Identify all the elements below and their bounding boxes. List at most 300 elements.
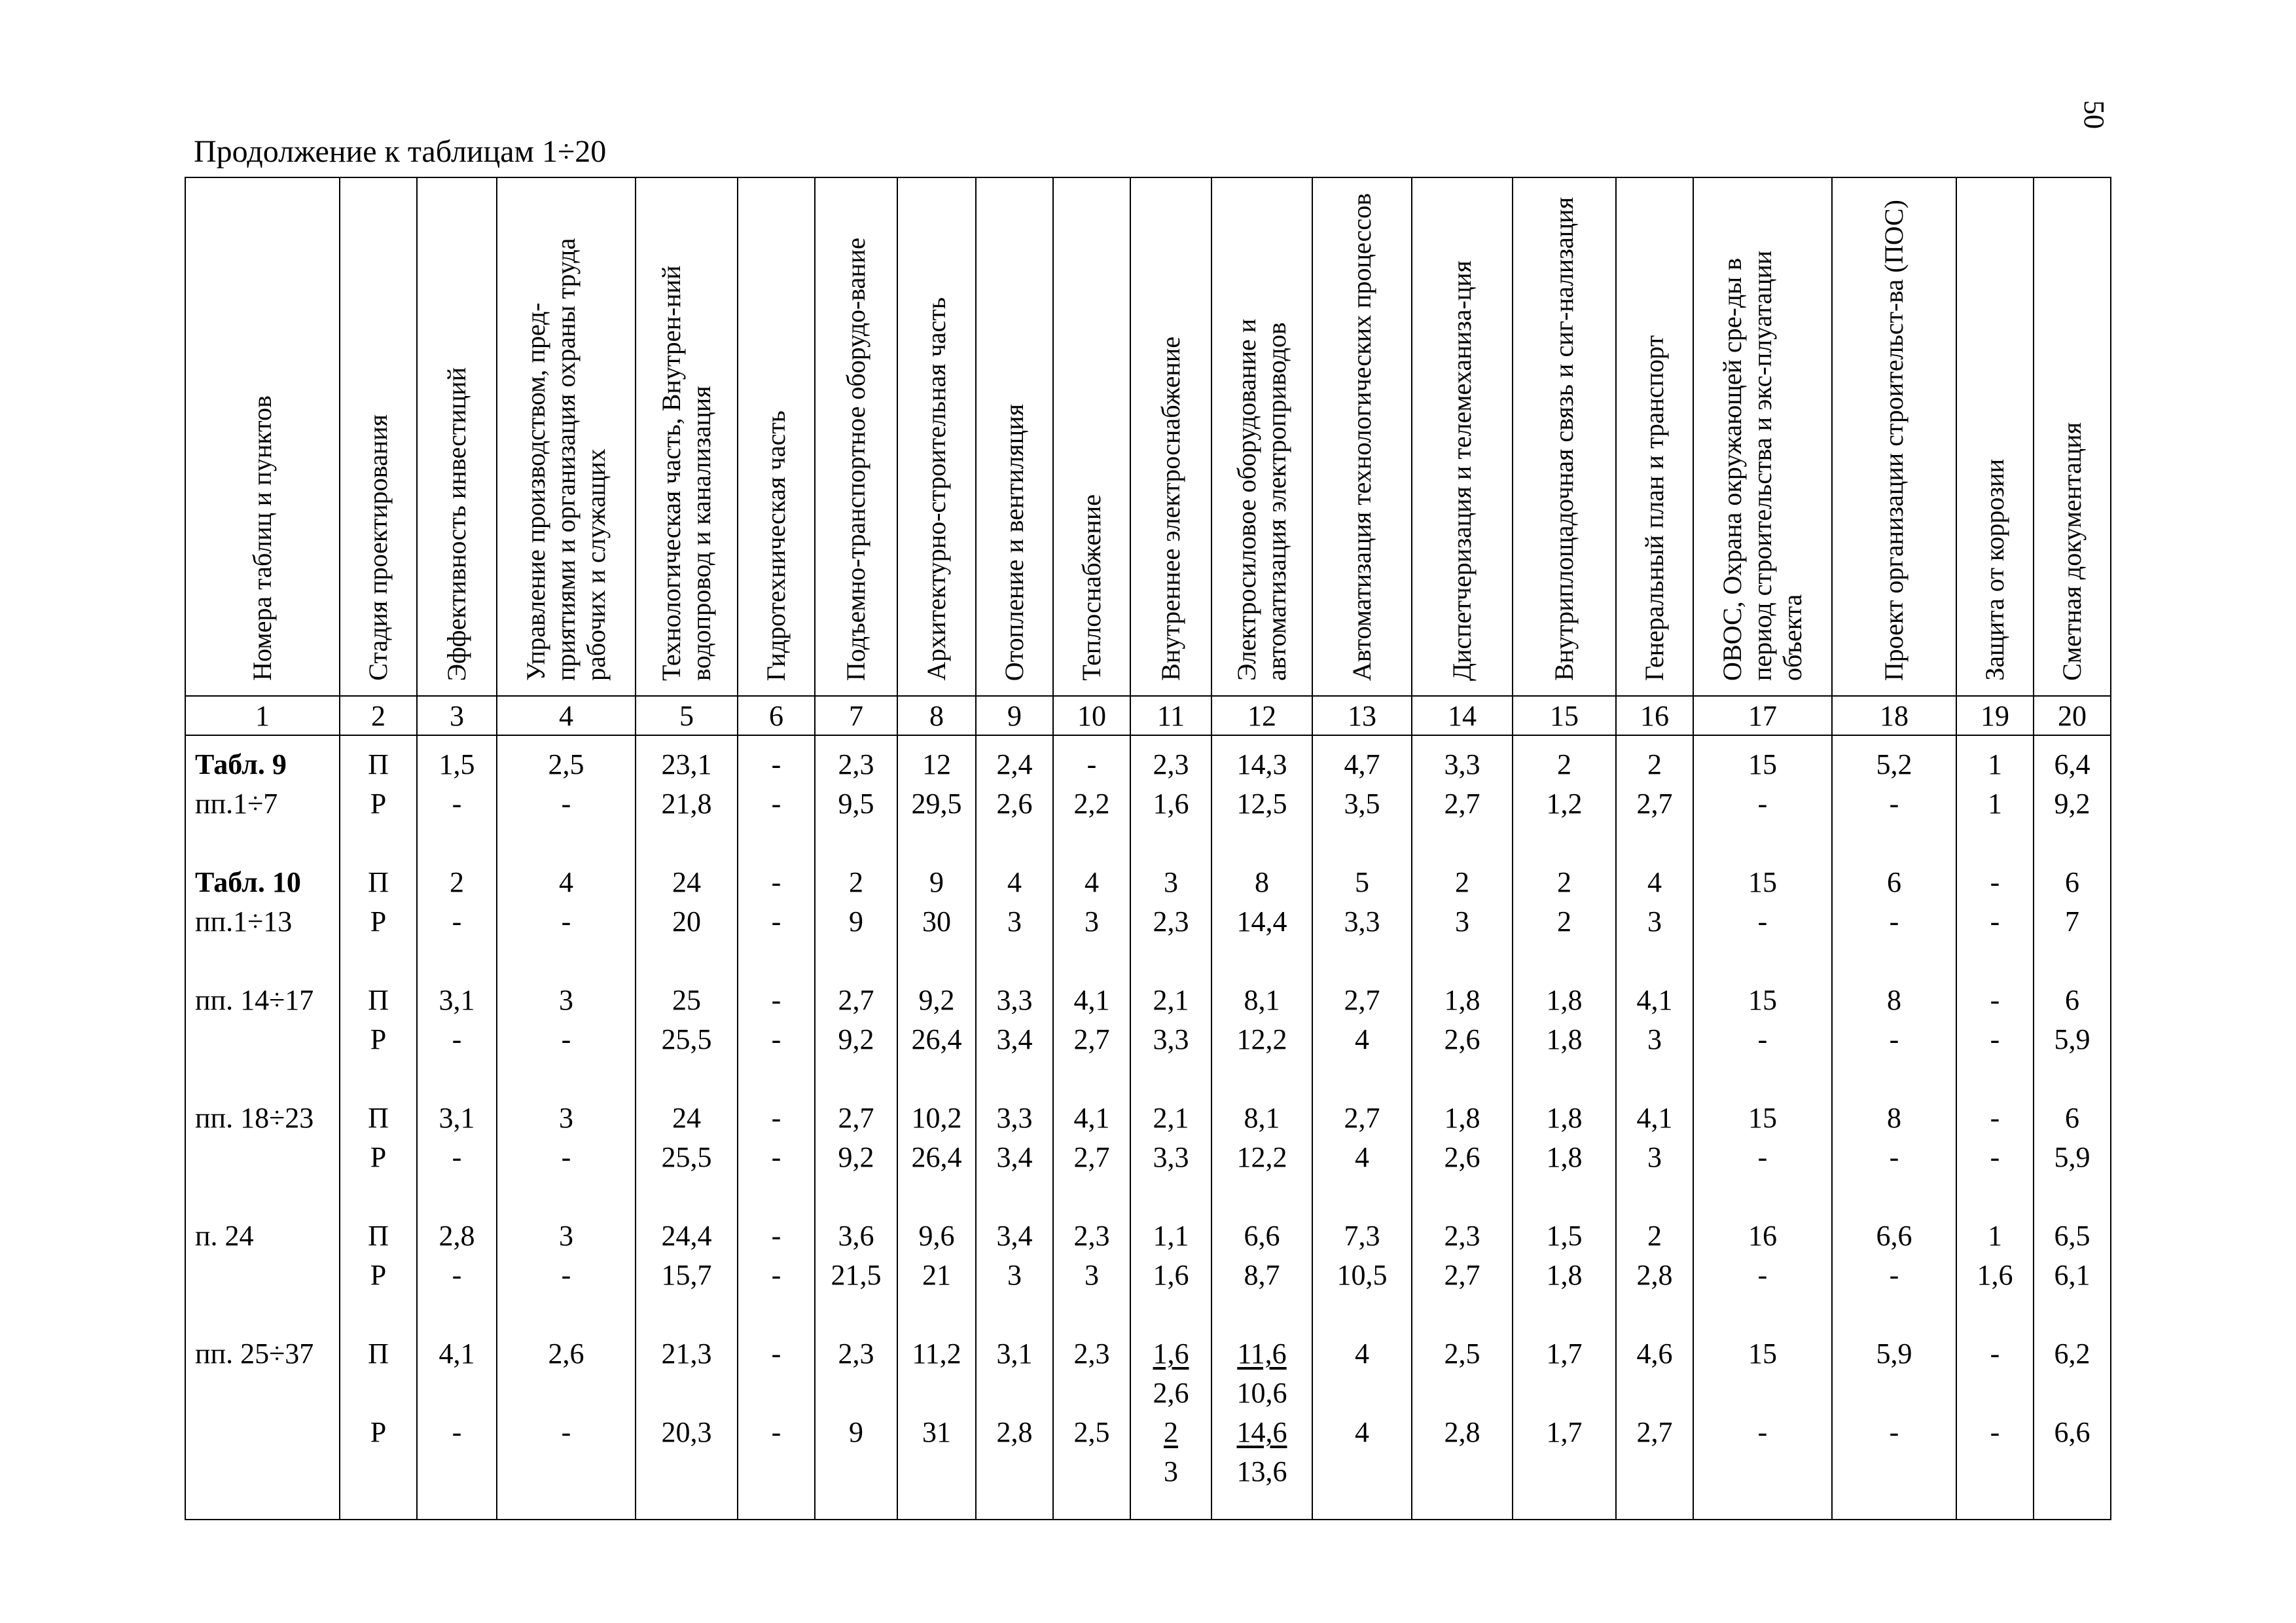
table-cell: - — [452, 1141, 462, 1173]
table-cell: - — [452, 1023, 462, 1055]
table-cell: 25,5 — [661, 1141, 712, 1173]
table-cell: 10,6 — [1236, 1377, 1287, 1409]
table-cell: 12 — [922, 748, 951, 780]
table-cell: 14,3 — [1236, 748, 1287, 780]
table-cell: 3,3 — [1444, 748, 1480, 780]
table-cell: 2,8 — [1636, 1259, 1673, 1291]
table-cell: - — [1889, 788, 1899, 820]
table-cell: 9 — [849, 905, 863, 938]
table-cell: 3 — [1007, 905, 1022, 938]
column-number: 2 — [340, 696, 417, 735]
table-cell: 4,6 — [1636, 1338, 1673, 1370]
table-cell: 3 — [1007, 1259, 1022, 1291]
column-number: 13 — [1312, 696, 1412, 735]
table-cell: 9 — [929, 866, 944, 898]
column-cell — [1312, 735, 1412, 1520]
column-header-text: Внутриплощадочная связь и сиг-нализация — [1549, 197, 1579, 681]
table-cell: 2,8 — [996, 1416, 1033, 1448]
table-cell: - — [771, 866, 781, 898]
column-header-text: Теплоснабжение — [1077, 494, 1106, 681]
table-cell: 4,1 — [1636, 1102, 1673, 1134]
table-cell: 6 — [1887, 866, 1901, 898]
stage-label: Р — [370, 1259, 387, 1291]
table-cell: 3 — [559, 984, 573, 1016]
stage-label: П — [368, 748, 389, 780]
table-cell: 24,4 — [661, 1220, 712, 1252]
table-cell: 2,2 — [1073, 788, 1110, 820]
table-cell: 4 — [1007, 866, 1022, 898]
table-cell: 2,3 — [1073, 1220, 1110, 1252]
table-cell: 10,5 — [1336, 1259, 1388, 1291]
column-number: 19 — [1956, 696, 2034, 735]
table-cell: - — [1757, 788, 1768, 820]
table-cell: 2,8 — [439, 1220, 475, 1252]
table-cell: - — [1086, 748, 1097, 780]
table-cell: 2,5 — [1073, 1416, 1110, 1448]
column-number: 7 — [815, 696, 897, 735]
table-caption: Продолжение к таблицам 1÷20 — [194, 134, 607, 169]
column-cell — [1616, 735, 1693, 1520]
table-cell: - — [771, 1102, 781, 1134]
column-header — [636, 177, 738, 696]
table-cell: 5 — [1355, 866, 1369, 898]
table-cell: 21,3 — [661, 1338, 712, 1370]
table-cell: 1,8 — [1444, 1102, 1480, 1134]
column-cell — [185, 735, 340, 1520]
column-cell — [340, 735, 417, 1520]
table-cell: - — [771, 1023, 781, 1055]
column-number: 12 — [1211, 696, 1312, 735]
column-cell — [636, 735, 738, 1520]
table-cell: 3,1 — [439, 984, 475, 1016]
table-cell: 29,5 — [911, 788, 962, 820]
table-cell: 25,5 — [661, 1023, 712, 1055]
table-cell: 1,6 — [1977, 1259, 2013, 1291]
table-cell: 16 — [1748, 1220, 1777, 1252]
table-cell: 3 — [1085, 1259, 1099, 1291]
column-header-text: Внутреннее электроснабжение — [1156, 337, 1185, 681]
table-cell: 3,3 — [996, 984, 1033, 1016]
column-header-text: Архитектурно-строительная часть — [922, 297, 951, 681]
table-cell: - — [1889, 1259, 1899, 1291]
column-cell — [1130, 735, 1211, 1520]
column-number: 18 — [1832, 696, 1956, 735]
row-label: Табл. 9 — [195, 748, 287, 780]
table-cell: 20,3 — [661, 1416, 712, 1448]
header-row — [185, 177, 2111, 696]
column-header — [340, 177, 417, 696]
table-cell: 2,4 — [996, 748, 1033, 780]
table-cell: 15 — [1748, 1338, 1777, 1370]
table-cell: - — [1889, 1141, 1899, 1173]
table-cell: 6,1 — [2054, 1259, 2090, 1291]
table-cell: 5,2 — [1876, 748, 1912, 780]
table-cell: - — [561, 1023, 571, 1055]
column-header-text: Подъемно-транспортное оборудо-вание — [841, 237, 870, 681]
table-cell: 3 — [559, 1220, 573, 1252]
column-header — [1312, 177, 1412, 696]
table-cell: 3,1 — [996, 1338, 1033, 1370]
table-cell: 2,7 — [1444, 788, 1480, 820]
table-cell: 3 — [1647, 905, 1662, 938]
table-cell: 2,7 — [1444, 1259, 1480, 1291]
table-cell: 1,7 — [1546, 1416, 1583, 1448]
table-cell: - — [561, 905, 571, 938]
table-cell: - — [1757, 1141, 1768, 1173]
table-cell: 7,3 — [1344, 1220, 1380, 1252]
stage-label: Р — [370, 1141, 387, 1173]
table-cell: 11,2 — [912, 1338, 961, 1370]
table-cell: - — [1889, 905, 1899, 938]
table-cell: 3,3 — [1153, 1141, 1189, 1173]
table-cell: - — [771, 748, 781, 780]
table-cell: 2,6 — [548, 1338, 584, 1370]
row-sublabel: пп.1÷13 — [195, 905, 293, 938]
table-cell: 6,6 — [2054, 1416, 2090, 1448]
table-cell: 3,4 — [996, 1141, 1033, 1173]
table-cell: 5,9 — [2054, 1141, 2090, 1173]
table-cell: - — [561, 1259, 571, 1291]
table-cell: 3,3 — [1153, 1023, 1189, 1055]
column-header — [738, 177, 815, 696]
column-header-text: Сметная документация — [2057, 422, 2087, 681]
row-label: Табл. 10 — [195, 866, 301, 898]
table-cell: 15 — [1748, 1102, 1777, 1134]
table-cell: 8,1 — [1244, 1102, 1280, 1134]
table-cell: - — [771, 1338, 781, 1370]
table-cell: - — [561, 788, 571, 820]
table-cell: 15 — [1748, 984, 1777, 1016]
table-cell: - — [1757, 1416, 1768, 1448]
column-header — [1956, 177, 2034, 696]
column-cell — [1956, 735, 2034, 1520]
table-cell: 3,3 — [1344, 905, 1380, 938]
table-cell: 1,8 — [1546, 984, 1583, 1016]
column-header — [976, 177, 1053, 696]
table-cell: - — [452, 1259, 462, 1291]
table-cell: 2,7 — [838, 1102, 874, 1134]
table-cell: 3 — [1164, 866, 1178, 898]
table-cell: 1,7 — [1546, 1338, 1583, 1370]
table-cell: - — [561, 1141, 571, 1173]
table-cell: 2,5 — [1444, 1338, 1480, 1370]
table-cell: 9,6 — [918, 1220, 955, 1252]
table-cell: 31 — [922, 1416, 951, 1448]
table-cell: - — [1990, 1102, 2000, 1134]
table-cell: 2 — [1164, 1416, 1178, 1448]
table-cell: 2,1 — [1153, 984, 1189, 1016]
table-cell: 2,5 — [548, 748, 584, 780]
column-cell — [976, 735, 1053, 1520]
column-header — [1053, 177, 1130, 696]
table-cell: 1 — [1988, 788, 2002, 820]
column-header — [2034, 177, 2111, 696]
table-cell: 2,1 — [1153, 1102, 1189, 1134]
table-cell: 11,6 — [1237, 1338, 1287, 1370]
column-cell — [897, 735, 976, 1520]
table-cell: 21 — [922, 1259, 951, 1291]
table-cell: - — [1889, 1023, 1899, 1055]
table-cell: - — [1757, 905, 1768, 938]
table-cell: 6 — [2065, 984, 2079, 1016]
column-number: 14 — [1412, 696, 1513, 735]
column-header-text: Стадия проектирования — [363, 414, 393, 681]
table-cell: - — [771, 788, 781, 820]
stage-label: Р — [370, 1416, 387, 1448]
table-cell: 1,2 — [1546, 788, 1583, 820]
table-cell: 3 — [559, 1102, 573, 1134]
stage-label: Р — [370, 905, 387, 938]
column-cell — [815, 735, 897, 1520]
table-cell: 9,2 — [838, 1023, 874, 1055]
table-cell: 3 — [1085, 905, 1099, 938]
column-header — [417, 177, 497, 696]
table-cell: 3,6 — [838, 1220, 874, 1252]
data-table — [185, 177, 2111, 1520]
column-header-text: Проект организации строительст-ва (ПОС) — [1879, 199, 1909, 681]
table-cell: - — [452, 905, 462, 938]
table-cell: 2 — [1647, 748, 1662, 780]
table-cell: 4,1 — [439, 1338, 475, 1370]
column-number: 6 — [738, 696, 815, 735]
column-cell — [1693, 735, 1832, 1520]
table-cell: 5,9 — [2054, 1023, 2090, 1055]
stage-label: П — [368, 1220, 389, 1252]
table-cell: 6,2 — [2054, 1338, 2090, 1370]
table-cell: - — [771, 1259, 781, 1291]
column-header — [1211, 177, 1312, 696]
column-header-text: Управление производством, пред-приятиями и организация охраны труда рабочих и служащих — [521, 238, 611, 681]
table-cell: 6,4 — [2054, 748, 2090, 780]
table-cell: 14,4 — [1236, 905, 1287, 938]
table-cell: - — [1990, 984, 2000, 1016]
table-cell: - — [561, 1416, 571, 1448]
table-cell: - — [1990, 1023, 2000, 1055]
table-cell: 1,8 — [1444, 984, 1480, 1016]
column-header-text: Эффективность инвестиций — [442, 367, 471, 681]
table-cell: 3 — [1164, 1455, 1178, 1487]
column-number: 16 — [1616, 696, 1693, 735]
column-header-text: Номера таблиц и пунктов — [247, 395, 277, 681]
table-cell: 9,5 — [838, 788, 874, 820]
table-cell: 1,8 — [1546, 1141, 1583, 1173]
table-cell: 2,6 — [1153, 1377, 1189, 1409]
column-header-text: Электросиловое оборудование и автоматизация электроприводов — [1232, 318, 1291, 681]
table-cell: 6 — [2065, 866, 2079, 898]
table-cell: 24 — [672, 866, 701, 898]
column-number: 9 — [976, 696, 1053, 735]
row-label: п. 24 — [195, 1220, 254, 1252]
table-cell: 2 — [450, 866, 464, 898]
table-cell: 4 — [1085, 866, 1099, 898]
table-cell: 2,7 — [1636, 788, 1673, 820]
table-cell: 1 — [1988, 748, 2002, 780]
table-cell: 2,3 — [1444, 1220, 1480, 1252]
table-cell: 2,6 — [1444, 1023, 1480, 1055]
table-cell: 2 — [1557, 866, 1571, 898]
column-header — [1693, 177, 1832, 696]
table-cell: 8 — [1887, 1102, 1901, 1134]
table-cell: 3,4 — [996, 1220, 1033, 1252]
table-cell: 1,8 — [1546, 1102, 1583, 1134]
stage-label: П — [368, 1338, 389, 1370]
table-cell: 15 — [1748, 748, 1777, 780]
table-cell: 10,2 — [911, 1102, 962, 1134]
table-cell: 4 — [1355, 1416, 1369, 1448]
table-cell: 1,6 — [1153, 1338, 1189, 1370]
table-cell: 21,8 — [661, 788, 712, 820]
column-header-text: Гидротехническая часть — [761, 410, 791, 681]
table-cell: 6 — [2065, 1102, 2079, 1134]
table-cell: - — [1757, 1259, 1768, 1291]
column-header — [815, 177, 897, 696]
table-cell: 9,2 — [838, 1141, 874, 1173]
table-cell: 2,3 — [838, 748, 874, 780]
table-cell: 4,1 — [1073, 1102, 1110, 1134]
column-cell — [1513, 735, 1616, 1520]
table-cell: 8,7 — [1244, 1259, 1280, 1291]
column-number: 1 — [185, 696, 340, 735]
table-cell: 2,7 — [1344, 1102, 1380, 1134]
column-header-text: ОВОС, Охрана окружающей сре-ды в период строительства и экс-плуатации объекта — [1717, 250, 1807, 681]
table-cell: - — [771, 1220, 781, 1252]
table-cell: 6,6 — [1244, 1220, 1280, 1252]
column-header-text: Защита от коррозии — [1980, 459, 2009, 681]
table-cell: 4 — [1355, 1338, 1369, 1370]
table-cell: 2,7 — [838, 984, 874, 1016]
column-cell — [1412, 735, 1513, 1520]
table-cell: 2,7 — [1073, 1141, 1110, 1173]
table-cell: 4,7 — [1344, 748, 1380, 780]
column-header-text: Отопление и вентиляция — [999, 403, 1029, 681]
table-cell: 23,1 — [661, 748, 712, 780]
column-header-text: Генеральный план и транспорт — [1640, 335, 1669, 681]
column-cell — [417, 735, 497, 1520]
table-cell: 1,6 — [1153, 788, 1189, 820]
table-cell: 4 — [1355, 1141, 1369, 1173]
table-cell: - — [771, 905, 781, 938]
table-cell: 5,9 — [1876, 1338, 1912, 1370]
column-header — [185, 177, 340, 696]
table-cell: 1,1 — [1153, 1220, 1189, 1252]
table-cell: 1,8 — [1546, 1023, 1583, 1055]
column-number: 17 — [1693, 696, 1832, 735]
column-number: 20 — [2034, 696, 2111, 735]
table-cell: 26,4 — [911, 1023, 962, 1055]
column-header — [497, 177, 636, 696]
table-cell: 2,7 — [1636, 1416, 1673, 1448]
table-cell: 15,7 — [661, 1259, 712, 1291]
table-cell: 24 — [672, 1102, 701, 1134]
table-cell: - — [1990, 1141, 2000, 1173]
column-header — [897, 177, 976, 696]
table-cell: 2,3 — [1153, 905, 1189, 938]
table-cell: 2 — [1647, 1220, 1662, 1252]
row-label: пп. 14÷17 — [195, 984, 314, 1016]
table-cell: 6,5 — [2054, 1220, 2090, 1252]
table-cell: 2,3 — [1073, 1338, 1110, 1370]
table-cell: 2,7 — [1073, 1023, 1110, 1055]
stage-label: П — [368, 984, 389, 1016]
column-number: 15 — [1513, 696, 1616, 735]
table-cell: - — [771, 1141, 781, 1173]
column-cell — [1832, 735, 1956, 1520]
table-cell: 15 — [1748, 866, 1777, 898]
table-cell: 9,2 — [2054, 788, 2090, 820]
table-cell: 21,5 — [831, 1259, 882, 1291]
stage-label: Р — [370, 788, 387, 820]
table-cell: 3 — [1455, 905, 1469, 938]
table-cell: - — [1990, 1338, 2000, 1370]
column-header-text: Автоматизация технологических процессов — [1347, 192, 1376, 681]
table-cell: 3,5 — [1344, 788, 1380, 820]
table-cell: 2,6 — [996, 788, 1033, 820]
table-cell: 14,6 — [1236, 1416, 1287, 1448]
table-cell: 1,5 — [1546, 1220, 1583, 1252]
table-cell: 2,7 — [1344, 984, 1380, 1016]
stage-label: Р — [370, 1023, 387, 1055]
table-cell: 25 — [672, 984, 701, 1016]
table-cell: 1,6 — [1153, 1259, 1189, 1291]
table-cell: 4,1 — [1636, 984, 1673, 1016]
column-number: 4 — [497, 696, 636, 735]
column-number: 8 — [897, 696, 976, 735]
table-cell: 2 — [1557, 748, 1571, 780]
column-header-text: Диспетчеризация и телемеханиза-ция — [1447, 260, 1477, 681]
column-number: 5 — [636, 696, 738, 735]
body-row — [185, 735, 2111, 1520]
page-number: 50 — [2078, 100, 2111, 129]
table-cell: - — [1990, 905, 2000, 938]
column-number: 3 — [417, 696, 497, 735]
column-header — [1513, 177, 1616, 696]
table-cell: 2 — [1557, 905, 1571, 938]
table-cell: - — [1990, 866, 2000, 898]
column-cell — [738, 735, 815, 1520]
table-cell: 3,3 — [996, 1102, 1033, 1134]
table-cell: 2 — [849, 866, 863, 898]
table-cell: 2,8 — [1444, 1416, 1480, 1448]
table-cell: 2,6 — [1444, 1141, 1480, 1173]
column-number: 10 — [1053, 696, 1130, 735]
table-cell: 8,1 — [1244, 984, 1280, 1016]
table-cell: 6,6 — [1876, 1220, 1912, 1252]
table-cell: 3 — [1647, 1023, 1662, 1055]
table-cell: 12,2 — [1236, 1023, 1287, 1055]
table-cell: - — [1990, 1416, 2000, 1448]
table-cell: - — [452, 1416, 462, 1448]
table-cell: - — [1889, 1416, 1899, 1448]
stage-label: П — [368, 866, 389, 898]
table-cell: 1,8 — [1546, 1259, 1583, 1291]
table-cell: 30 — [922, 905, 951, 938]
row-sublabel: пп.1÷7 — [195, 788, 278, 820]
table-cell: 1 — [1988, 1220, 2002, 1252]
table-cell: 4 — [559, 866, 573, 898]
table-cell: - — [771, 984, 781, 1016]
table-cell: 2 — [1455, 866, 1469, 898]
column-header-text: Технологическая часть, Внутрен-ний водопровод и канализация — [656, 265, 716, 681]
table-cell: 9 — [849, 1416, 863, 1448]
table-cell: 4,1 — [1073, 984, 1110, 1016]
table-cell: 12,2 — [1236, 1141, 1287, 1173]
table-cell: 7 — [2065, 905, 2079, 938]
table-cell: - — [452, 788, 462, 820]
table-cell: 8 — [1887, 984, 1901, 1016]
column-header — [1616, 177, 1693, 696]
column-header — [1832, 177, 1956, 696]
table-cell: 3,1 — [439, 1102, 475, 1134]
